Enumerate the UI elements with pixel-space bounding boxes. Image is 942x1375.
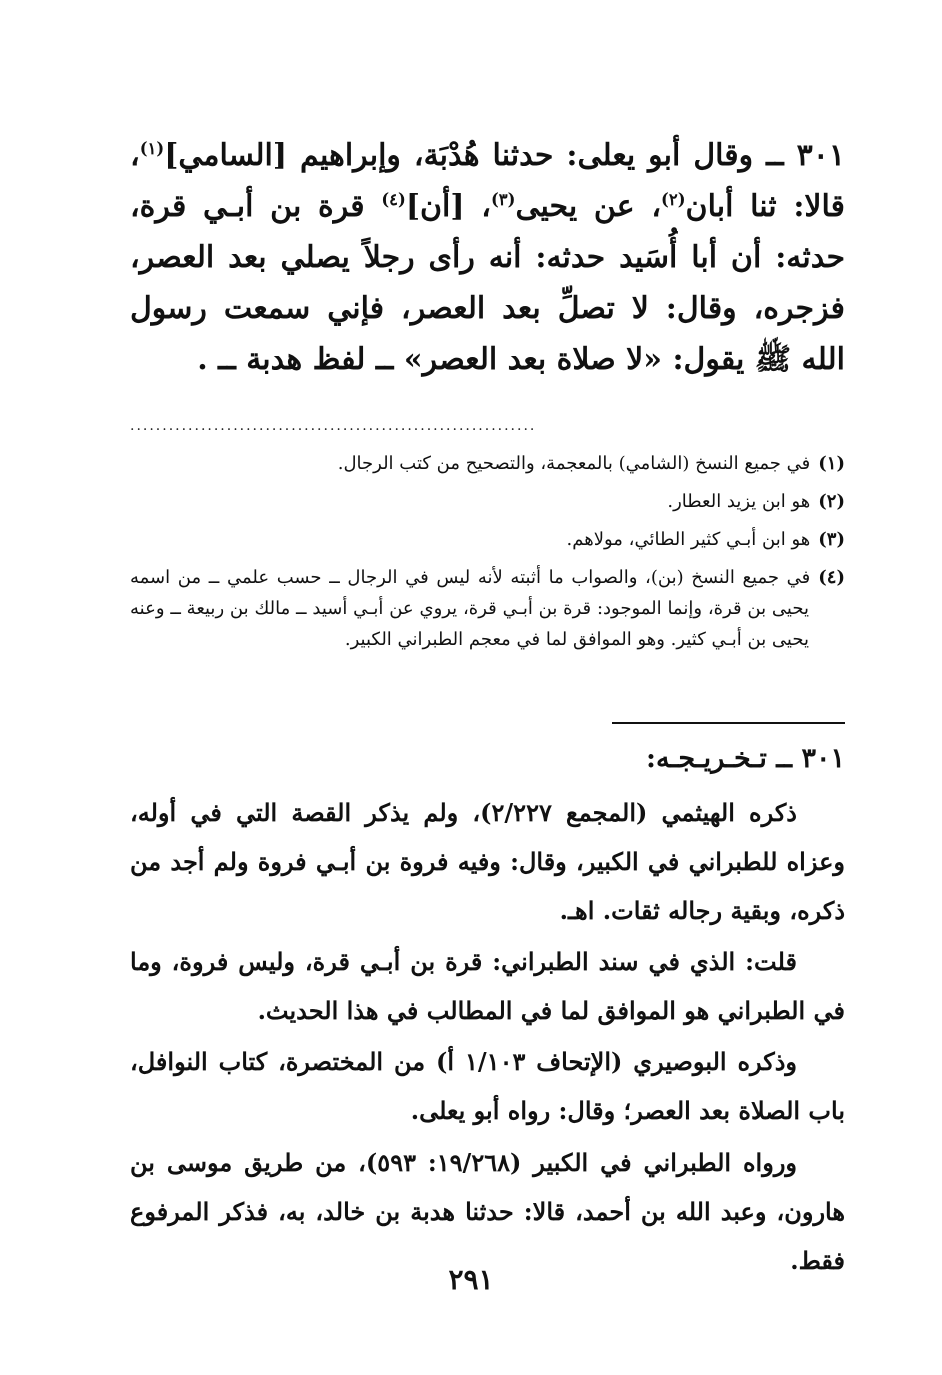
hadith-part-3: ، عن يحيى (515, 189, 662, 224)
footnote-ref-2: (٢) (661, 190, 686, 209)
takhrij-paragraph-2: قلت: الذي في سند الطبراني: قرة بن أبـي قرة، وليس فروة، وما في الطبراني هو الموافق لما في المطالب في هذا الحديث. (130, 947, 845, 1025)
footnote-text: في جميع النسخ (بن)، والصواب ما أثبته لأنه ليس في الرجال ــ حسب علمي ــ من اسمه يحيى بن قرة، وإنما الموجود: قرة بن أبـي قرة، يروي عن أبـي أسيد ــ مالك بن ربيعة ــ وعنه يحيى بن أبـي كثير. وهو الموافق لما في معجم الطبراني الكبير. (130, 567, 811, 650)
footnote-number: (٤) (818, 567, 845, 588)
footnote-3 (130, 524, 845, 555)
footnote-separator: ............................................................... (130, 418, 537, 434)
takhrij-paragraph-4: ورواه الطبراني في الكبير (١٩/٢٦٨: ٥٩٣)، من طريق موسى بن هارون، وعبد الله بن أحمد، قالا: حدثنا هدبة بن خالد، به، فذكر المرفوع فقط. (130, 1148, 845, 1275)
footnote-text: في جميع النسخ (الشامي) بالمعجمة، والتصحيح من كتب الرجال. (337, 453, 811, 474)
takhrij-paragraph-1: ذكره الهيثمي (المجمع ٢/٢٢٧)، ولم يذكر القصة التي في أوله، وعزاه للطبراني في الكبير، وقال: وفيه فروة بن أبـي فروة ولم أجد من ذكره، وبقية رجاله ثقات. اهـ. (130, 798, 845, 925)
footnote-ref-4: (٤) (381, 190, 406, 209)
footnote-number: (٢) (818, 491, 845, 512)
footnote-text: هو ابن أبـي كثير الطائي، مولاهم. (566, 529, 811, 550)
hadith-part-4: ، [أن] (405, 189, 491, 224)
hadith-part-2: ، قالا: ثنا أبان (130, 138, 845, 224)
footnote-ref-3: (٣) (490, 190, 516, 209)
takhrij-heading: ٣٠١ ــ تـخـريـجـه: (645, 743, 845, 774)
section-divider (612, 722, 845, 724)
hadith-part-1: ٣٠١ ــ وقال أبو يعلى: حدثنا هُدْبَة، وإبراهيم [السامي] (164, 138, 845, 173)
hadith-part-5: قرة بن أبـي قرة، حدثه: أن أبا أُسَيد حدثه: أنه رأى رجلاً يصلي بعد العصر، فزجره، وقال: لا تصلِّ بعد العصر، فإني سمعت رسول الله ﷺ يقول: «لا صلاة بعد العصر» ــ لفظ هدبة ــ . (130, 189, 845, 377)
footnote-2 (130, 486, 845, 517)
page-number: ٢٩١ (448, 1263, 494, 1296)
footnote-number: (١) (818, 453, 845, 474)
footnote-number: (٣) (818, 529, 845, 550)
hadith-text (130, 130, 845, 385)
footnote-text: هو ابن يزيد العطار. (667, 491, 811, 512)
takhrij-paragraph-3: وذكره البوصيري (الإتحاف ١/١٠٣ أ) من المختصرة، كتاب النوافل، باب الصلاة بعد العصر؛ وقال: رواه أبو يعلى. (130, 1047, 845, 1125)
footnote-4 (130, 562, 845, 655)
footnote-ref-1: (١) (139, 139, 165, 158)
footnote-1 (130, 448, 845, 479)
